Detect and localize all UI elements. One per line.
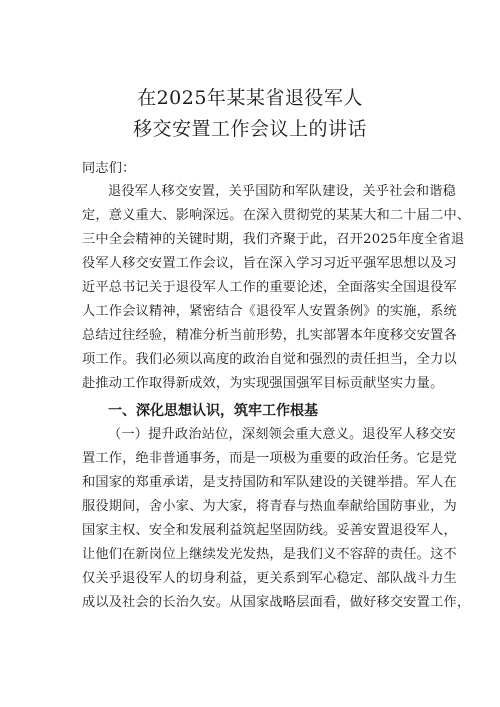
paragraph-2-line: 仅关乎退役军人的切身利益，更关系到军心稳定、部队战斗力生	[82, 571, 457, 586]
paragraph-2-line: （一）提升政治站位，深刻领会重大意义。退役军人移交安	[108, 427, 457, 442]
document-title-line-2: 移交安置工作会议上的讲话	[132, 118, 367, 140]
document-title-line-1: 在2025年某某省退役军人	[137, 87, 363, 109]
paragraph-2-line: 置工作，绝非普通事务，而是一项极为重要的政治任务。它是党	[82, 451, 457, 466]
paragraph-2-line: 和国家的郑重承诺，是支持国防和军队建设的关键举措。军人在	[82, 475, 457, 490]
section-1-heading: 一、深化思想认识，筑牢工作根基	[108, 403, 318, 419]
paragraph-1-line: 近平总书记关于退役军人工作的重要论述，全面落实全国退役军	[82, 280, 457, 295]
paragraph-2-line: 让他们在新岗位上继续发光发热，是我们义不容辞的责任。这不	[82, 547, 457, 562]
paragraph-2-line: 国家主权、安全和发展利益筑起坚固防线。妥善安置退役军人，	[82, 523, 457, 538]
paragraph-1-line: 总结过往经验，精准分析当前形势，扎实部署本年度移交安置各	[82, 328, 457, 343]
paragraph-1-line: 三中全会精神的关键时期，我们齐聚于此，召开2025年度全省退	[82, 232, 465, 247]
paragraph-1-line: 赴推动工作取得新成效，为实现强国强军目标贡献坚实力量。	[82, 376, 444, 391]
paragraph-1-line: 定，意义重大、影响深远。在深入贯彻党的某某大和二十届二中、	[82, 208, 471, 223]
paragraph-1-line: 项工作。我们必须以高度的政治自觉和强烈的责任担当，全力以	[82, 352, 457, 367]
paragraph-1-line: 人工作会议精神，紧密结合《退役军人安置条例》的实施，系统	[82, 304, 457, 319]
paragraph-2-line: 成以及社会的长治久安。从国家战略层面看，做好移交安置工作，	[82, 595, 471, 610]
salutation: 同志们：	[82, 161, 136, 176]
paragraph-2-line: 服役期间，舍小家、为大家，将青春与热血奉献给国防事业，为	[82, 499, 457, 514]
paragraph-1-line: 退役军人移交安置，关乎国防和军队建设，关乎社会和谐稳	[108, 184, 457, 199]
paragraph-1-line: 役军人移交安置工作会议，旨在深入学习习近平强军思想以及习	[82, 256, 457, 271]
